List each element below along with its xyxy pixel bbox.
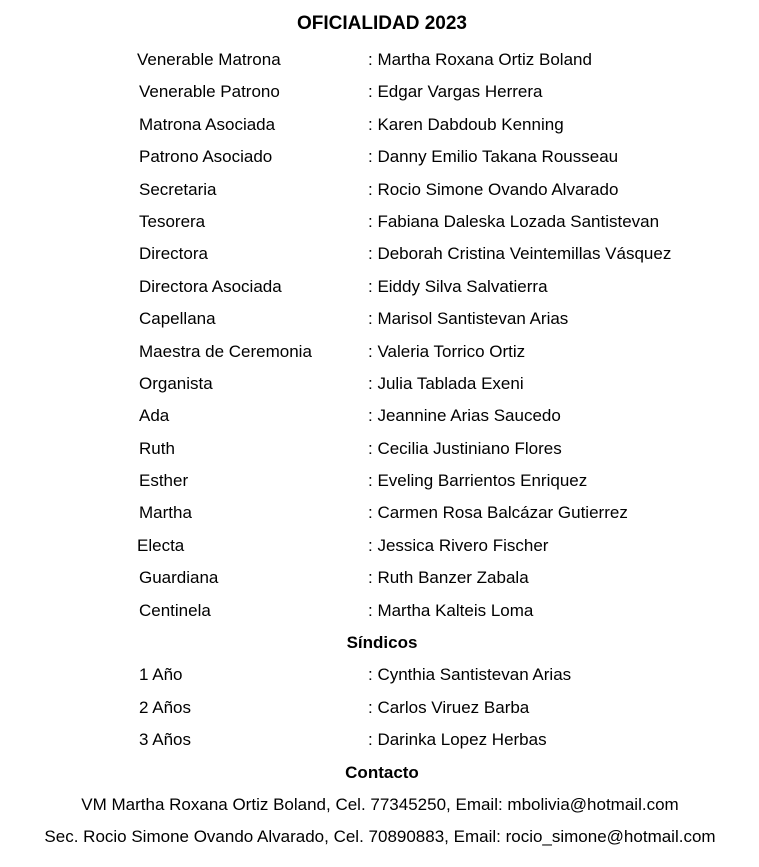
officer-row	[0, 403, 759, 435]
page-title: OFICIALIDAD 2023	[297, 13, 467, 34]
contact-line-sec: Sec. Rocio Simone Ovando Alvarado, Cel. 70890883, Email: rocio_simone@hotmail.com	[44, 827, 716, 847]
officer-name: : Marisol Santistevan Arias	[368, 309, 569, 329]
officer-row	[0, 371, 759, 403]
officer-name: : Martha Roxana Ortiz Boland	[368, 50, 592, 69]
officer-name: : Jeannine Arias Saucedo	[368, 406, 561, 426]
officer-name: : Edgar Vargas Herrera	[368, 82, 543, 102]
officer-role: Venerable Matrona	[137, 50, 281, 69]
officer-row	[0, 436, 759, 468]
officer-name: : Eveling Barrientos Enriquez	[368, 471, 588, 491]
officer-role: Martha	[139, 503, 192, 523]
officer-row	[0, 241, 759, 273]
officer-row	[0, 598, 759, 630]
officer-row	[0, 177, 759, 209]
contacto-heading: Contacto	[345, 762, 419, 782]
officer-row	[0, 274, 759, 306]
officer-role: Patrono Asociado	[139, 147, 273, 167]
officer-role: Esther	[139, 471, 189, 491]
contact-line-vm: VM Martha Roxana Ortiz Boland, Cel. 77345250, Email: mbolivia@hotmail.com	[81, 794, 679, 814]
officer-role: Venerable Patrono	[139, 82, 280, 102]
officer-row	[0, 339, 759, 371]
sindico-name: : Cynthia Santistevan Arias	[368, 665, 572, 685]
sindico-name: : Darinka Lopez Herbas	[368, 730, 547, 750]
sindico-term: 1 Año	[139, 665, 183, 685]
officer-row	[0, 565, 759, 597]
officer-role: Ada	[139, 406, 170, 426]
sindico-term: 2 Años	[139, 697, 191, 717]
officer-name: : Jessica Rivero Fischer	[368, 535, 549, 555]
officer-row	[0, 533, 759, 565]
officer-name: : Ruth Banzer Zabala	[368, 568, 529, 588]
officer-role: Centinela	[139, 600, 211, 620]
officer-role: Organista	[139, 373, 213, 393]
officer-role: Tesorera	[139, 211, 206, 231]
officer-row	[0, 468, 759, 500]
officer-name: : Cecilia Justiniano Flores	[368, 438, 562, 458]
officer-role: Capellana	[139, 309, 216, 329]
officer-row	[0, 79, 759, 111]
officer-name: : Carmen Rosa Balcázar Gutierrez	[368, 503, 628, 523]
sindico-row	[0, 727, 759, 759]
officer-row	[0, 144, 759, 176]
officer-role: Guardiana	[139, 568, 219, 588]
officer-name: : Rocio Simone Ovando Alvarado	[368, 179, 619, 199]
sindicos-heading: Síndicos	[346, 633, 418, 653]
sindico-name: : Carlos Viruez Barba	[368, 697, 530, 717]
officer-row	[0, 209, 759, 241]
officer-name: : Fabiana Daleska Lozada Santistevan	[368, 211, 660, 231]
officer-role: Directora Asociada	[139, 276, 282, 296]
officer-role: Maestra de Ceremonia	[139, 341, 312, 361]
officer-name: : Deborah Cristina Veintemillas Vásquez	[368, 244, 672, 264]
officer-name: : Valeria Torrico Ortiz	[368, 341, 526, 361]
officer-row	[0, 306, 759, 338]
officer-row	[0, 500, 759, 532]
officer-roster	[0, 47, 759, 857]
sindico-row	[0, 695, 759, 727]
officer-row	[0, 47, 759, 79]
officer-role: Directora	[139, 244, 208, 264]
officer-role: Electa	[137, 535, 185, 555]
officer-name: : Karen Dabdoub Kenning	[368, 114, 564, 134]
sindico-term: 3 Años	[139, 730, 191, 750]
officer-name: : Danny Emilio Takana Rousseau	[368, 147, 619, 167]
officer-name: : Eiddy Silva Salvatierra	[368, 276, 548, 296]
officer-role: Matrona Asociada	[139, 114, 276, 134]
officer-role: Ruth	[139, 438, 175, 458]
officer-role: Secretaria	[139, 179, 217, 199]
officer-row	[0, 112, 759, 144]
sindico-row	[0, 662, 759, 694]
officer-name: : Julia Tablada Exeni	[368, 373, 524, 393]
officer-name: : Martha Kalteis Loma	[368, 600, 534, 620]
